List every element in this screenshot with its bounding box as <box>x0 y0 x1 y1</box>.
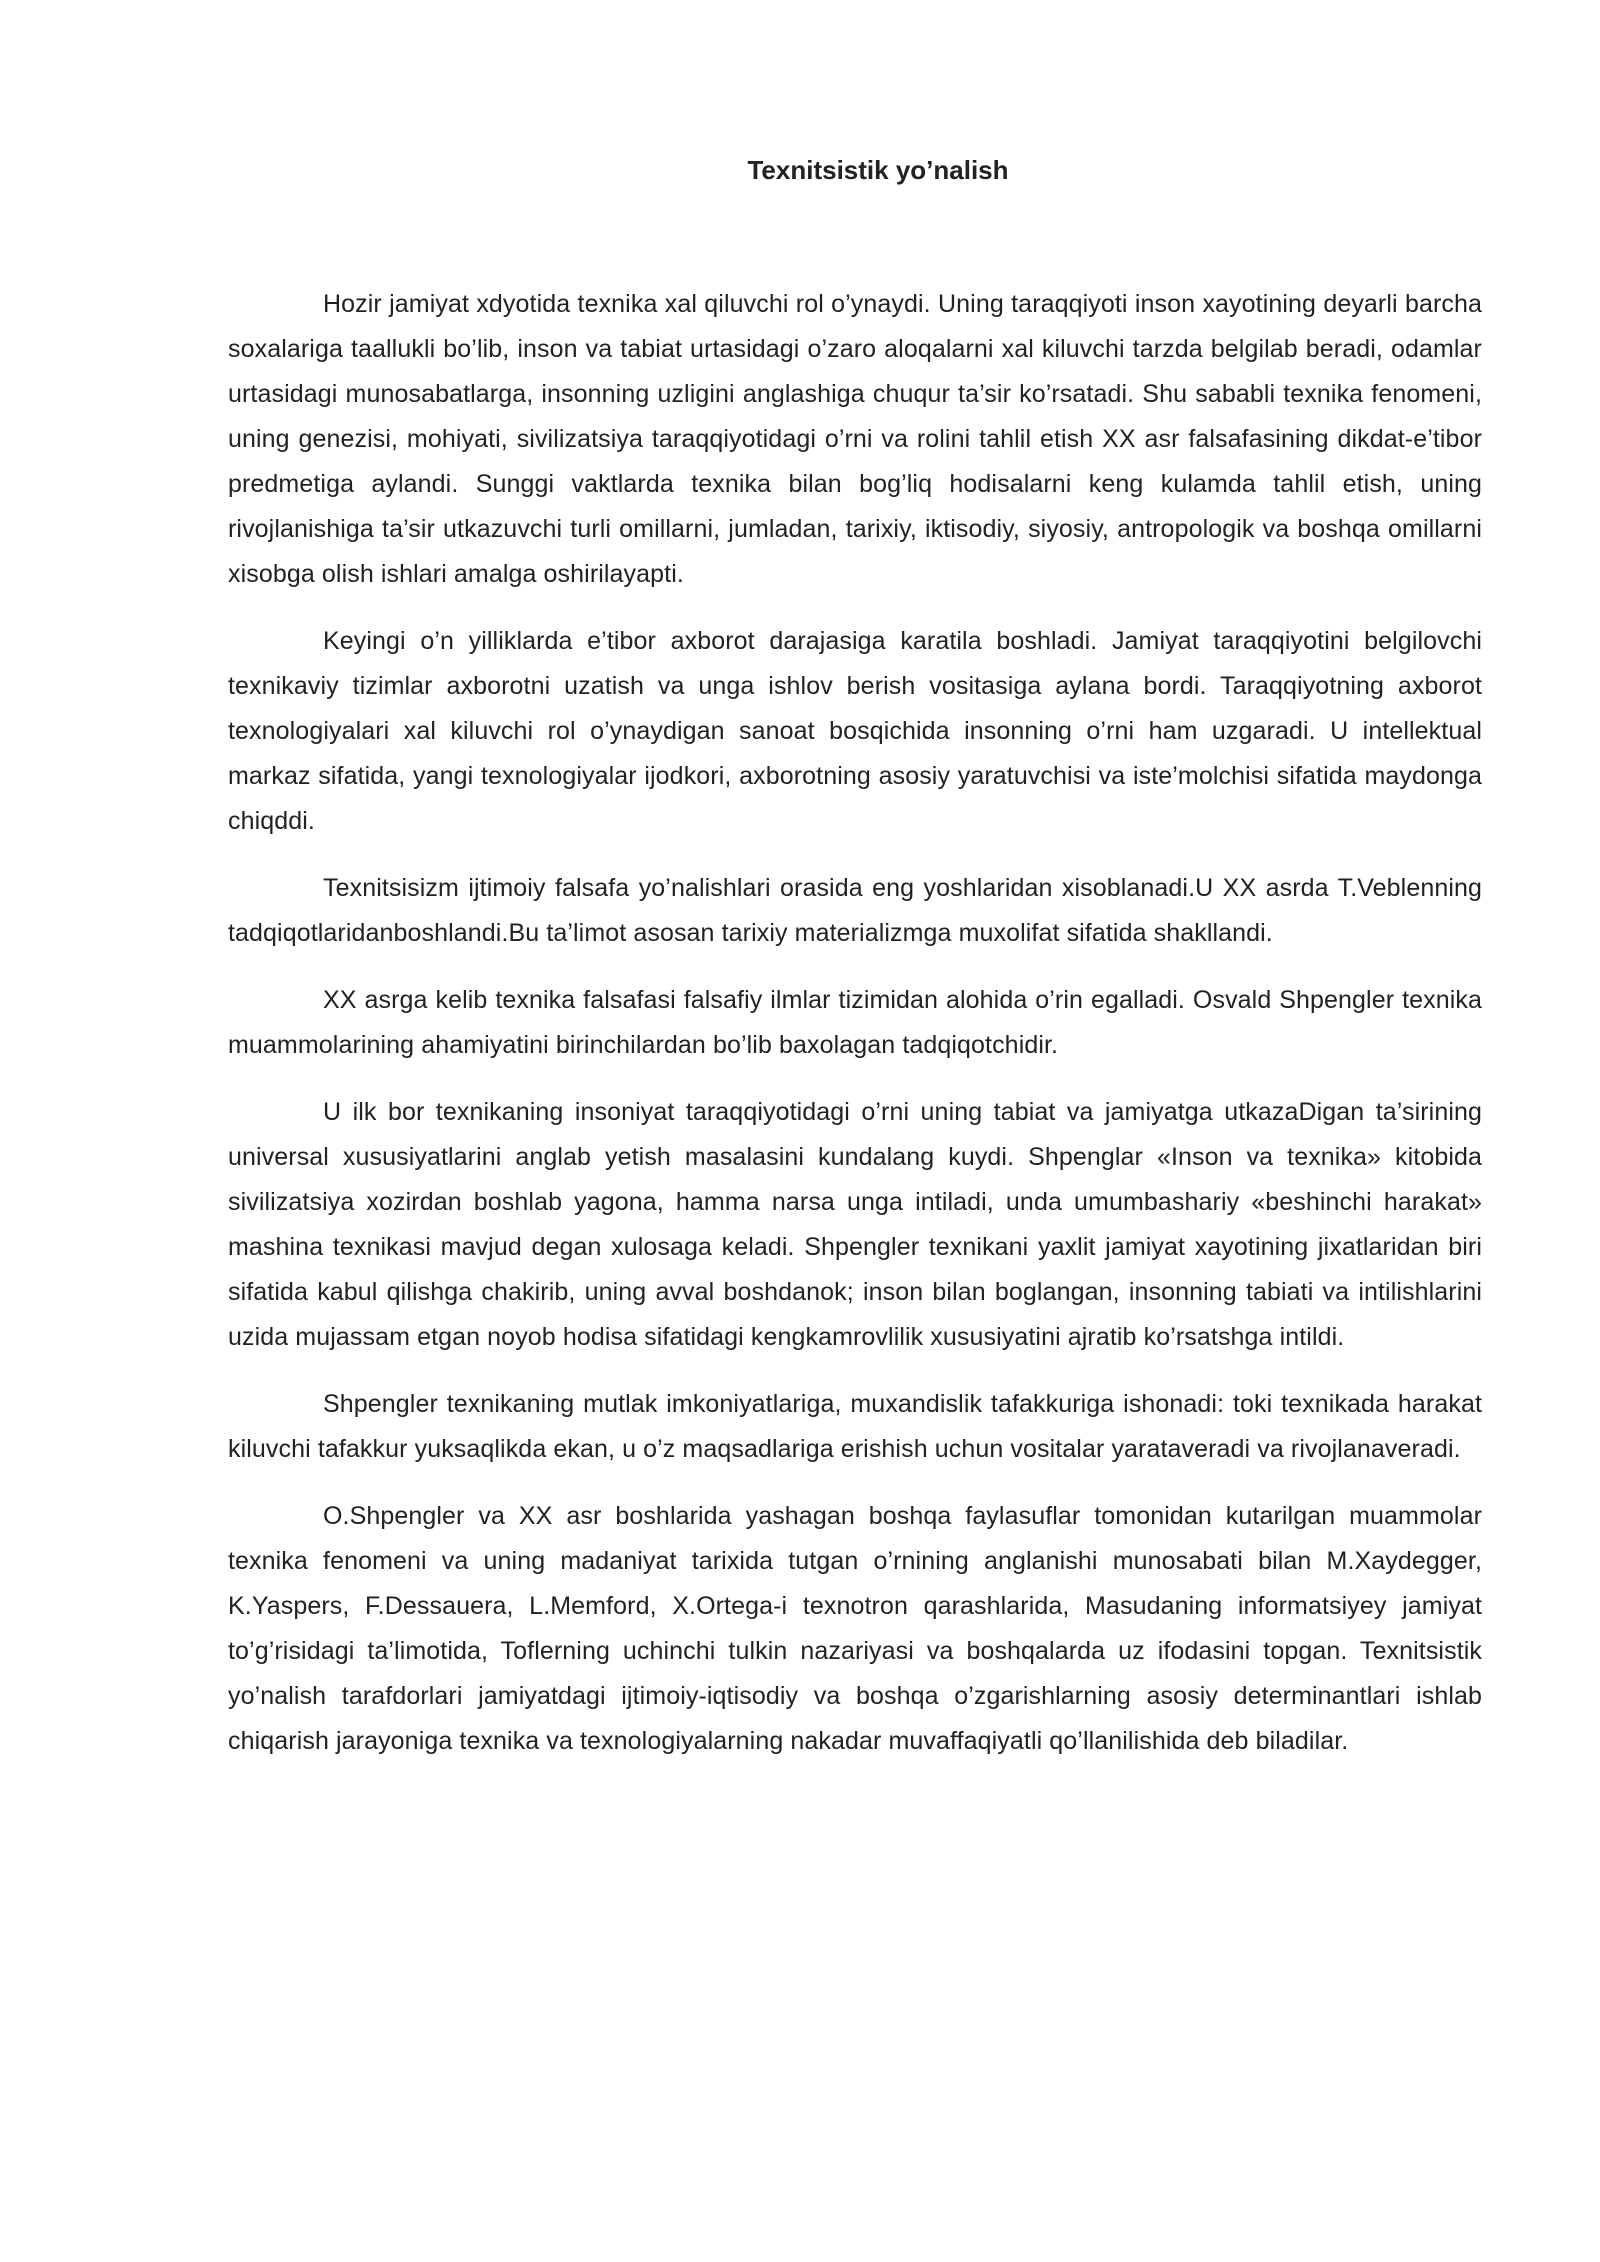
paragraph-2: Keyingi o’n yilliklarda e’tibor axborot darajasiga karatila boshladi. Jamiyat taraqqiyotini belgilovchi texnikaviy tizimlar axborotni uzatish va unga ishlov berish vositasiga aylana bordi. Taraqqiyotning axborot texnologiyalari xal kiluvchi rol o’ynaydigan sanoat bosqichida insonning o’rni ham uzgaradi. U intellektual markaz sifatida, yangi texnologiyalar ijodkori, axborotning asosiy yaratuvchisi va iste’molchisi sifatida maydonga chiqddi. <box>228 627 1482 835</box>
paragraph-3: Texnitsisizm ijtimoiy falsafa yo’nalishlari orasida eng yoshlaridan xisoblanadi.U XX asrda T.Veblenning tadqiqotlaridanboshlandi.Bu ta’limot asosan tarixiy materializmga muxolifat sifatida shakllandi. <box>228 874 1482 947</box>
paragraph-7: O.Shpengler va XX asr boshlarida yashagan boshqa faylasuflar tomonidan kutarilgan muammolar texnika fenomeni va uning madaniyat tarixida tutgan o’rnining anglanishi munosabati bilan M.Xaydegger, K.Yaspers, F.Dessauera, L.Memford, X.Ortega-i texnotron qarashlarida, Masudaning informatsiyey jamiyat to’g’risidagi ta’limotida, Toflerning uchinchi tulkin nazariyasi va boshqalarda uz ifodasini topgan. Texnitsistik yo’nalish tarafdorlari jamiyatdagi ijtimoiy-iqtisodiy va boshqa o’zgarishlarning asosiy determinantlari ishlab chiqarish jarayoniga texnika va texnologiyalarning nakadar muvaffaqiyatli qo’llanilishida deb biladilar. <box>228 1502 1482 1755</box>
paragraph-4: XX asrga kelib texnika falsafasi falsafiy ilmlar tizimidan alohida o’rin egalladi. Osvald Shpengler texnika muammolarining ahamiyatini birinchilardan bo’lib baxolagan tadqiqotchidir. <box>228 986 1482 1059</box>
document-page <box>228 150 1482 2200</box>
paragraph-1: Hozir jamiyat xdyotida texnika xal qiluvchi rol o’ynaydi. Uning taraqqiyoti inson xayotining deyarli barcha soxalariga taallukli bo’lib, inson va tabiat urtasidagi o’zaro aloqalarni xal kiluvchi tarzda belgilab beradi, odamlar urtasidagi munosabatlarga, insonning uzligini anglashiga chuqur ta’sir ko’rsatadi. Shu sababli texnika fenomeni, uning genezisi, mohiyati, sivilizatsiya taraqqiyotidagi o’rni va rolini tahlil etish XX asr falsafasining dikdat-e’tibor predmetiga aylandi. Sunggi vaktlarda texnika bilan bog’liq hodisalarni keng kulamda tahlil etish, uning rivojlanishiga ta’sir utkazuvchi turli omillarni, jumladan, tarixiy, iktisodiy, siyosiy, antropologik va boshqa omillarni xisobga olish ishlari amalga oshirilayapti. <box>228 290 1482 588</box>
paragraph-5: U ilk bor texnikaning insoniyat taraqqiyotidagi o’rni uning tabiat va jamiyatga utkazaDigan ta’sirining universal xususiyatlarini anglab yetish masalasini kundalang kuydi. Shpenglar «Inson va texnika» kitobida sivilizatsiya xozirdan boshlab yagona, hamma narsa unga intiladi, unda umumbashariy «beshinchi harakat» mashina texnikasi mavjud degan xulosaga keladi. Shpengler texnikani yaxlit jamiyat xayotining jixatlaridan biri sifatida kabul qilishga chakirib, uning avval boshdanok; inson bilan boglangan, insonning tabiati va intilishlarini uzida mujassam etgan noyob hodisa sifatidagi kengkamrovlilik xususiyatini ajratib ko’rsatshga intildi. <box>228 1098 1482 1351</box>
paragraph-6: Shpengler texnikaning mutlak imkoniyatlariga, muxandislik tafakkuriga ishonadi: toki texnikada harakat kiluvchi tafakkur yuksaqlikda ekan, u o’z maqsadlariga erishish uchun vositalar yarataveradi va rivojlanaveradi. <box>228 1390 1482 1463</box>
document-title: Texnitsistik yo’nalish <box>747 155 1009 185</box>
